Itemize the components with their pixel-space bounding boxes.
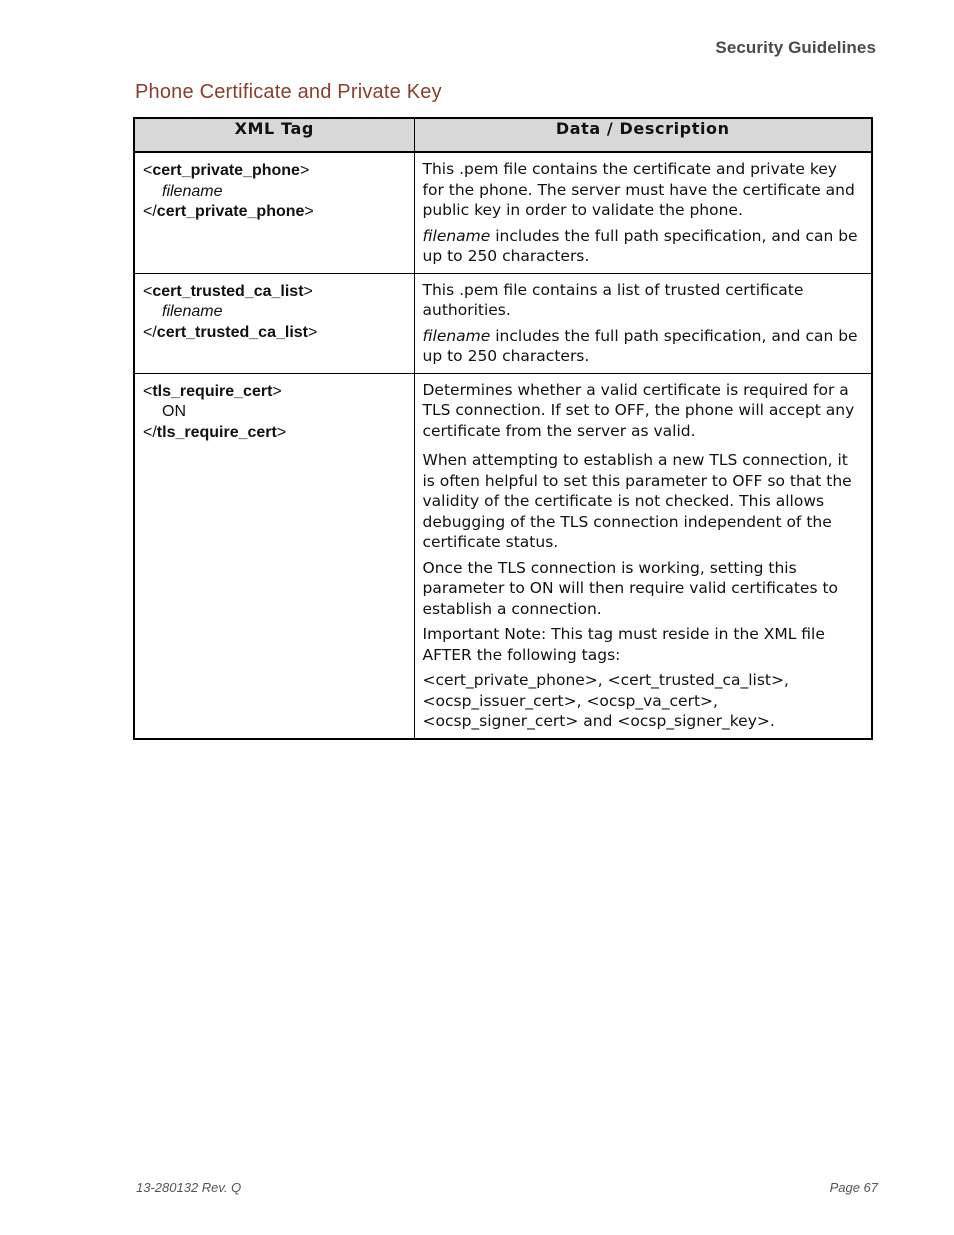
tag-close-line: </tls_require_cert>: [143, 423, 287, 441]
tag-open-line: <cert_private_phone>: [143, 162, 310, 179]
description-paragraph: Once the TLS connection is working, setting this parameter to ON will then require valid certificates to establish a connection.: [422, 558, 839, 618]
tag-open-line: <cert_trusted_ca_list>: [143, 282, 313, 300]
description-text: includes the full path specification, and can be up to 250 characters.: [422, 226, 858, 265]
section-title: Phone Certificate and Private Key: [135, 81, 442, 103]
important-note-label: Important Note: [422, 625, 541, 643]
column-header-description: Data / Description: [414, 118, 872, 152]
tag-name: tls_require_cert: [152, 382, 273, 400]
table-row: [134, 373, 872, 739]
important-note: [423, 624, 864, 665]
description-italic-term: filename: [422, 326, 491, 345]
description-paragraph: This .pem file contains a list of trusted certificate authorities.: [422, 280, 804, 319]
description-paragraph: Determines whether a valid certificate is required for a TLS connection. If set to OFF, the phone will accept any certificate from the server as valid.: [422, 380, 855, 440]
column-header-xml-tag: XML Tag: [134, 118, 414, 152]
tag-close-line: </cert_private_phone>: [143, 203, 314, 220]
tag-value: filename: [162, 182, 223, 200]
tag-name: cert_private_phone: [156, 203, 305, 220]
xml-tag-cell: [134, 273, 414, 373]
tag-value: filename: [162, 303, 223, 320]
tag-name: cert_trusted_ca_list: [152, 282, 304, 300]
xml-tag-table: [133, 117, 873, 740]
description-paragraph: [423, 326, 864, 367]
tag-open-line: <tls_require_cert>: [143, 382, 282, 400]
description-cell: [414, 373, 872, 739]
running-header: Security Guidelines: [715, 38, 876, 57]
description-paragraph: <cert_private_phone>, <cert_trusted_ca_list>, <ocsp_issuer_cert>, <ocsp_va_cert>, <ocsp_signer_cert> and <ocsp_signer_key>.: [422, 671, 789, 730]
tag-name: cert_trusted_ca_list: [156, 323, 308, 341]
tag-name: tls_require_cert: [156, 423, 277, 441]
table-header-row: [134, 118, 872, 152]
description-paragraph: [423, 226, 864, 267]
description-cell: [414, 152, 872, 273]
tag-value: ON: [162, 403, 186, 420]
description-italic-term: filename: [422, 226, 491, 245]
description-text: includes the full path specification, and can be up to 250 characters.: [422, 326, 858, 365]
description-paragraph: This .pem file contains the certificate and private key for the phone. The server must have the certificate and public key in order to validate the phone.: [422, 160, 855, 219]
important-note-text: : This tag must reside in the XML file AFTER the following tags:: [422, 625, 825, 664]
xml-tag-cell: [134, 373, 414, 739]
tag-close-line: </cert_trusted_ca_list>: [143, 323, 318, 341]
xml-tag-cell: [134, 152, 414, 273]
table-row: [134, 152, 872, 273]
description-paragraph: When attempting to establish a new TLS connection, it is often helpful to set this parameter to OFF so that the validity of the certificate is not checked. This allows debugging of the TLS connection independent of the certificate status.: [422, 451, 852, 551]
tag-name: cert_private_phone: [152, 162, 300, 179]
page-number: Page 67: [829, 1180, 878, 1195]
description-cell: [414, 273, 872, 373]
document-number: 13-280132 Rev. Q: [136, 1180, 242, 1195]
table-row: [134, 273, 872, 373]
